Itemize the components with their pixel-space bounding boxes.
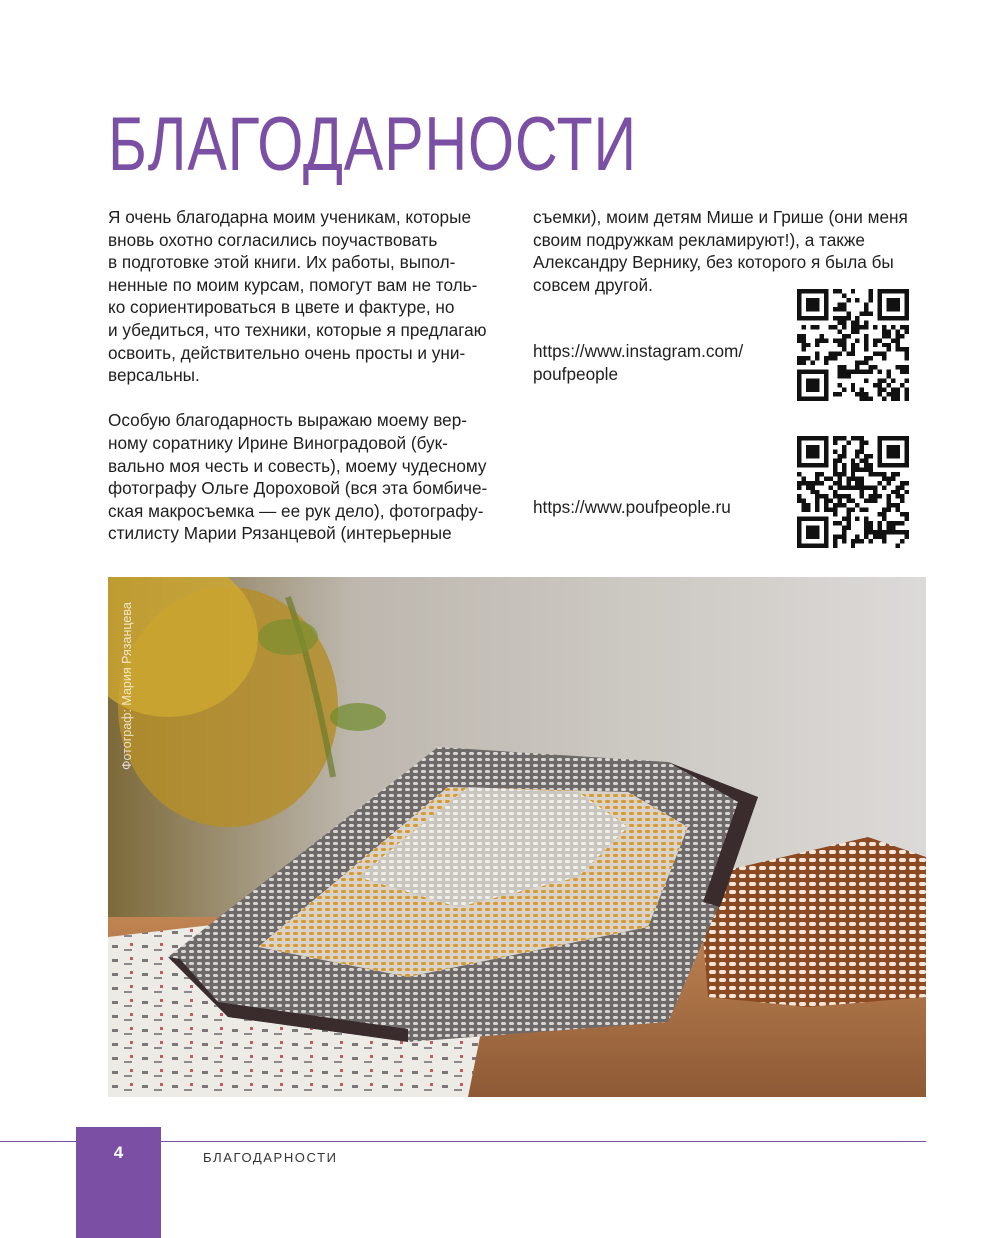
page-title: БЛАГОДАРНОСТИ xyxy=(108,102,637,187)
knitted-pillows-photo xyxy=(108,577,926,1097)
text-line: совсем другой. xyxy=(533,274,653,295)
paragraph-1 xyxy=(108,206,508,387)
text-line: вновь охотно согласились поучаствовать xyxy=(108,229,438,250)
paragraph-2 xyxy=(108,409,508,545)
text-line: своим подружкам рекламируют!), а также xyxy=(533,229,865,250)
text-line: Я очень благодарна моим ученикам, которые xyxy=(108,207,472,227)
text-line: фотографу Ольге Дороховой (вся эта бомбиче- xyxy=(108,478,488,499)
text-line: версальны. xyxy=(108,365,200,386)
website-link[interactable] xyxy=(533,496,731,519)
instagram-link[interactable] xyxy=(533,340,743,385)
pillows-illustration xyxy=(108,577,926,1097)
text-line: ному соратнику Ирине Виноградовой (бук- xyxy=(108,432,448,453)
website-qr-code-icon xyxy=(797,436,909,548)
instagram-qr-code-icon xyxy=(797,289,909,401)
text-line: Особую благодарность выражаю моему вер- xyxy=(108,410,467,431)
photo-credit: Фотограф: Мария Рязанцева xyxy=(120,602,134,770)
text-line: Александру Вернику, без которого я была бы xyxy=(533,252,894,273)
text-line: ская макросъемка — ее рук дело), фотографу- xyxy=(108,500,484,521)
text-line: ненные по моим курсам, помогут вам не толь- xyxy=(108,274,478,295)
left-text-column xyxy=(108,206,508,545)
text-line: и убедиться, что техники, которые я предлагаю xyxy=(108,319,487,340)
page-number: 4 xyxy=(113,1143,124,1162)
running-title: БЛАГОДАРНОСТИ xyxy=(203,1150,338,1165)
text-line: вально моя честь и совесть), моему чудесному xyxy=(108,455,487,476)
text-line: ко сориентироваться в цвете и фактуре, но xyxy=(108,297,455,318)
text-line: освоить, действительно очень просты и уни- xyxy=(108,342,466,363)
right-text-column xyxy=(533,206,933,296)
text-line: съемки), моим детям Мише и Грише (они меня xyxy=(533,207,908,227)
website-link-text[interactable]: https://www.poufpeople.ru xyxy=(533,497,731,517)
text-line: стилисту Марии Рязанцевой (интерьерные xyxy=(108,523,452,544)
instagram-link-line-1[interactable]: https://www.instagram.com/ xyxy=(533,341,744,361)
instagram-link-line-2[interactable]: poufpeople xyxy=(533,363,619,384)
text-line: в подготовке этой книги. Их работы, выпол- xyxy=(108,252,456,273)
